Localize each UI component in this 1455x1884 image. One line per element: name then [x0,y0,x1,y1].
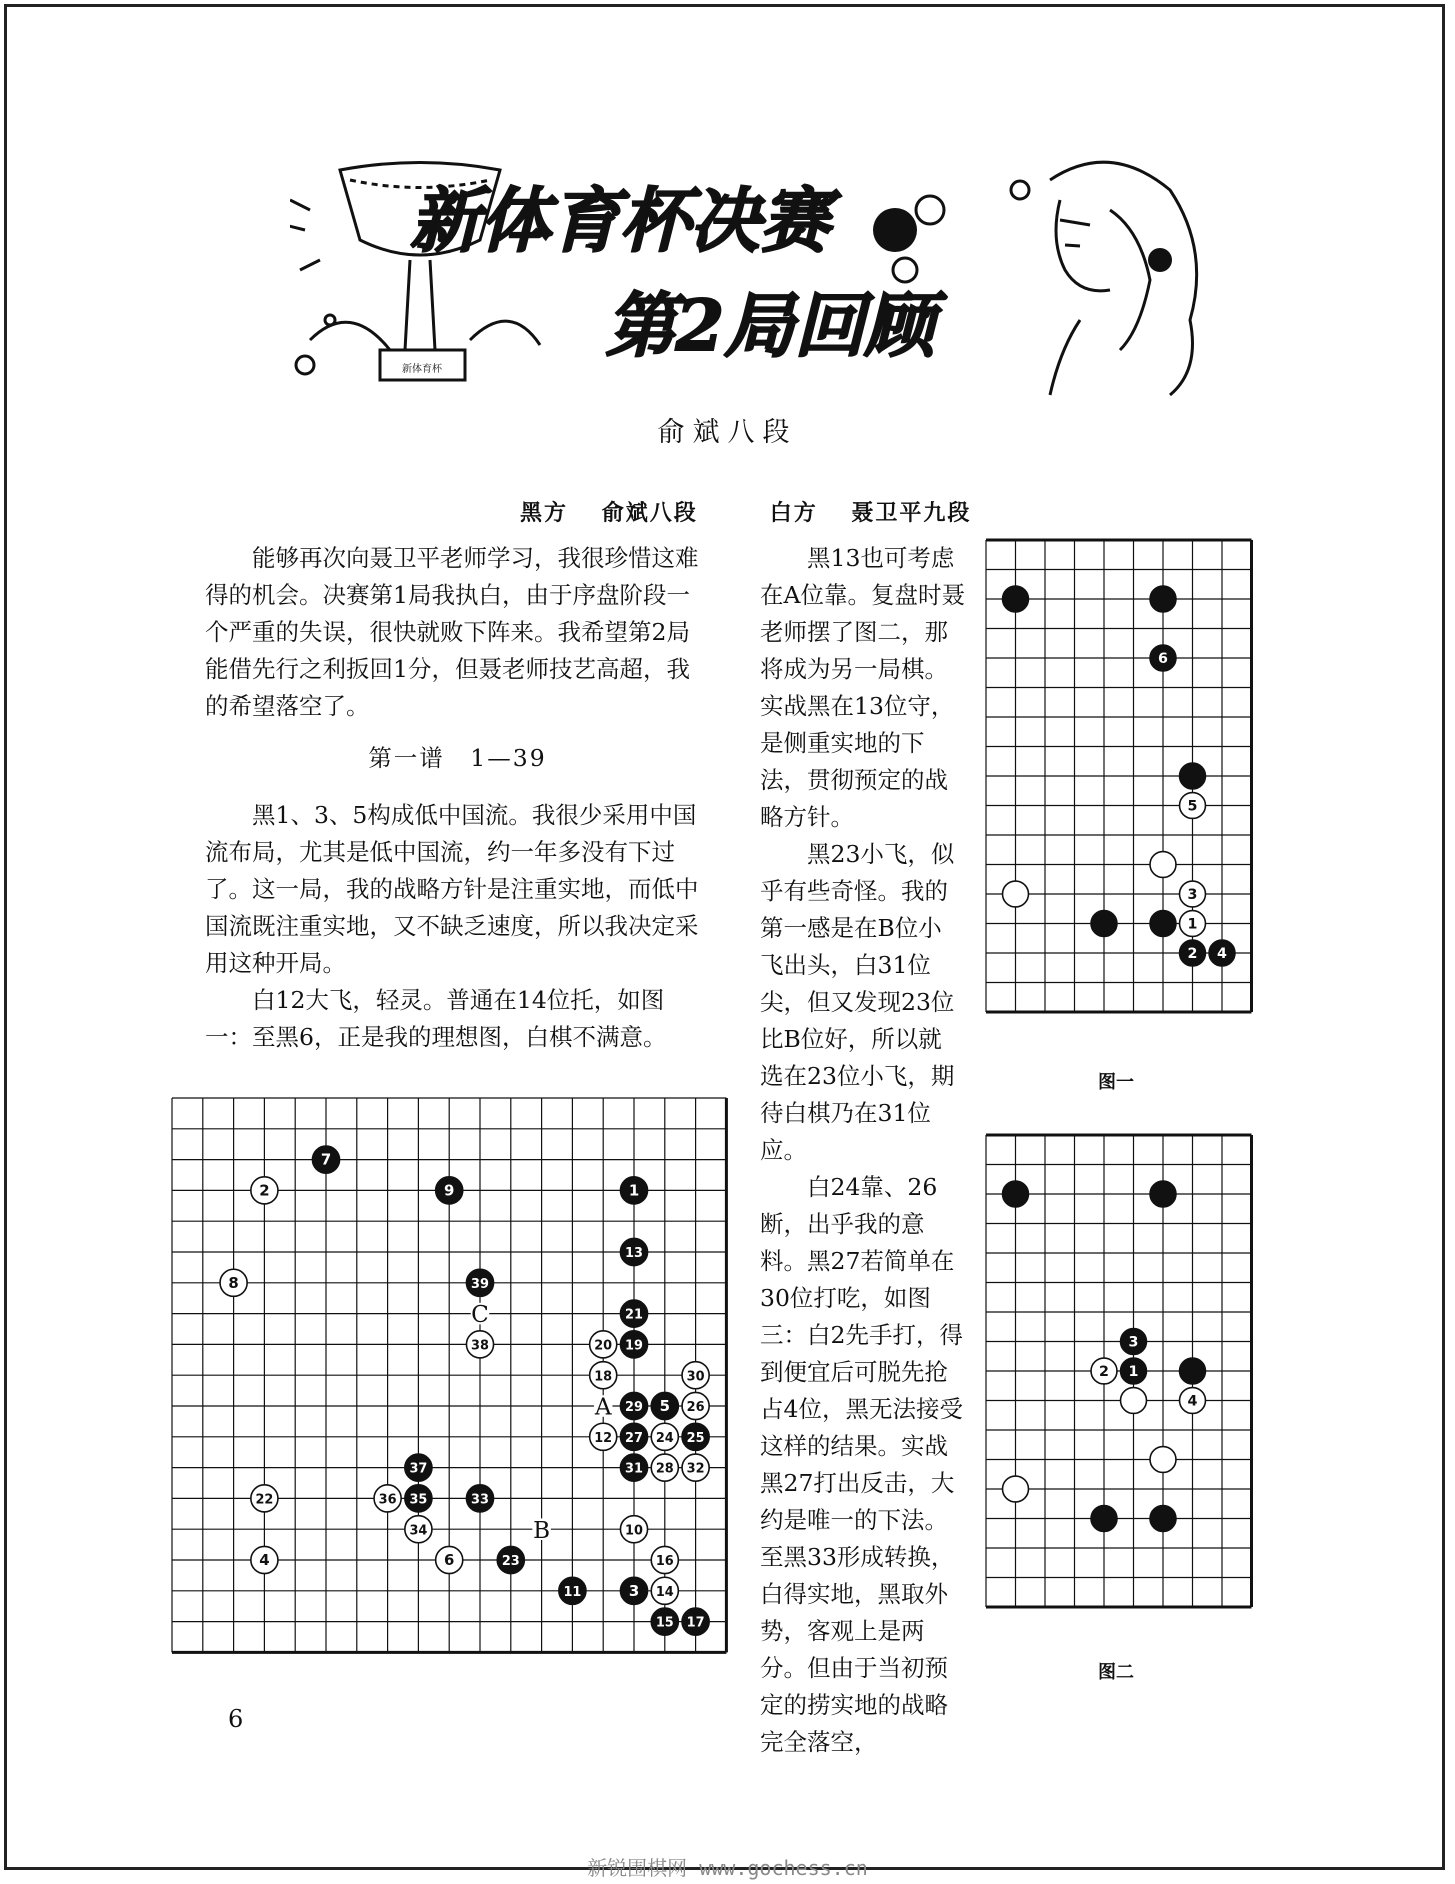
move-number: 21 [625,1307,643,1323]
move-number: 15 [655,1615,674,1631]
move-number: 19 [625,1338,643,1354]
move-number: 35 [409,1492,428,1508]
black-stone [1150,1506,1176,1532]
paragraph: 黑13也可考虑在A位靠。复盘时聂老师摆了图二，那将成为另一局棋。实战黑在13位守，是侧重实地的下法，贯彻预定的战略方针。 [760,544,965,831]
black-player: 俞斌八段 [601,500,698,526]
move-number: 7 [320,1150,332,1169]
black-stone [1121,1358,1147,1384]
move-number: 16 [655,1554,674,1570]
move-number: 18 [594,1369,613,1385]
paragraph: 黑23小飞，似乎有些奇怪。我的第一感是在B位小飞出头，白31位尖，但又发现23位比B位好，所以就选在23位小飞，期待白棋乃在31位应。 [760,840,955,1164]
move-number: 3 [1187,886,1198,903]
white-label: 白方 [769,500,818,526]
move-number: 2 [1099,1363,1109,1380]
paragraph: 白24靠、26断，出乎我的意料。黑27若简单在30位打吃，如图三：白2先手打，得到便宜后可脱先抢占4位，黑无法接受这样的结果。实战黑27打出反击，大约是唯一的下法。至黑33形成转换，白得实地，黑取外势，客观上是两分。但由于当初预定的捞实地的战略完全落空， [760,1173,963,1756]
move-number: 17 [686,1615,705,1631]
move-number: 36 [378,1492,397,1508]
move-number: 3 [628,1581,640,1600]
white-stone [1121,1388,1147,1414]
move-number: 28 [655,1461,674,1477]
black-stone [1150,1181,1176,1207]
black-label: 黑方 [520,500,569,526]
move-number: 5 [1187,798,1198,815]
black-stone [1003,1181,1029,1207]
move-number: 1 [1187,916,1198,933]
move-number: 13 [625,1246,643,1262]
position-letter: A [594,1394,612,1421]
move-number: 1 [1128,1363,1139,1380]
paragraph: 黑1、3、5构成低中国流。我很少采用中国流布局，尤其是低中国流，约一年多没有下过了。这一局，我的战略方针是注重实地，而低中国流既注重实地，又不缺乏速度，所以我决定采用这种开局。 [205,801,699,977]
move-number: 2 [259,1181,270,1200]
paragraph: 白12大飞，轻灵。普通在14位托，如图一：至黑6，正是我的理想图，白棋不满意。 [205,986,667,1051]
move-number: 3 [1128,1334,1139,1351]
black-stone [1091,1506,1117,1532]
black-stone [1121,1329,1147,1355]
white-stone [1091,1358,1117,1384]
move-number: 34 [409,1523,428,1539]
move-number: 9 [444,1181,455,1200]
move-number: 1 [628,1181,640,1200]
byline: 俞斌八段 [657,417,798,448]
move-number: 8 [228,1273,239,1292]
footer-watermark: 新锐围棋网 www.gochess.cn [587,1856,868,1880]
white-stone [1150,1447,1176,1473]
position-letter: C [471,1302,489,1329]
move-number: 6 [1158,650,1168,667]
move-number: 33 [471,1492,489,1508]
move-number: 23 [501,1554,520,1570]
section-heading: 第一谱 1—39 [368,744,547,772]
move-number: 11 [563,1584,582,1600]
move-number: 14 [655,1584,674,1600]
title-line-2: 第2局回顾 [605,284,935,367]
move-number: 32 [686,1461,705,1477]
white-stone [1003,1476,1029,1502]
black-stone [1180,1358,1206,1384]
move-number: 37 [409,1461,428,1477]
move-number: 2 [1187,945,1198,962]
move-number: 20 [594,1338,613,1354]
move-number: 31 [625,1461,643,1477]
move-number: 10 [625,1523,643,1539]
move-number: 12 [594,1430,613,1446]
position-letter: B [533,1517,551,1544]
move-number: 26 [686,1400,705,1416]
move-number: 24 [655,1430,674,1446]
move-number: 22 [255,1492,274,1508]
move-number: 27 [625,1430,643,1446]
white-player: 聂卫平九段 [851,500,972,526]
move-number: 30 [686,1369,705,1385]
move-number: 29 [625,1400,643,1416]
white-stone [1180,1388,1206,1414]
board-grid [986,1135,1252,1607]
move-number: 25 [686,1430,705,1446]
paragraph: 能够再次向聂卫平老师学习，我很珍惜这难得的机会。决赛第1局我执白，由于序盘阶段一个严重的失误，很快就败下阵来。我希望第2局能借先行之利扳回1分，但聂老师技艺高超，我的希望落空了。 [205,544,699,720]
move-number: 4 [1217,945,1227,962]
title-line-1: 新体育杯决赛 [410,179,830,262]
move-number: 39 [471,1276,489,1292]
move-number: 6 [444,1551,455,1570]
move-number: 5 [659,1397,670,1416]
fig1-caption: 图一 [1098,1072,1134,1093]
move-number: 4 [1187,1393,1198,1410]
move-number: 4 [259,1551,270,1570]
fig2-caption: 图二 [1098,1662,1134,1683]
move-number: 38 [471,1338,489,1354]
page-number: 6 [228,1705,244,1733]
trophy-label: 新体育杯 [402,364,442,375]
